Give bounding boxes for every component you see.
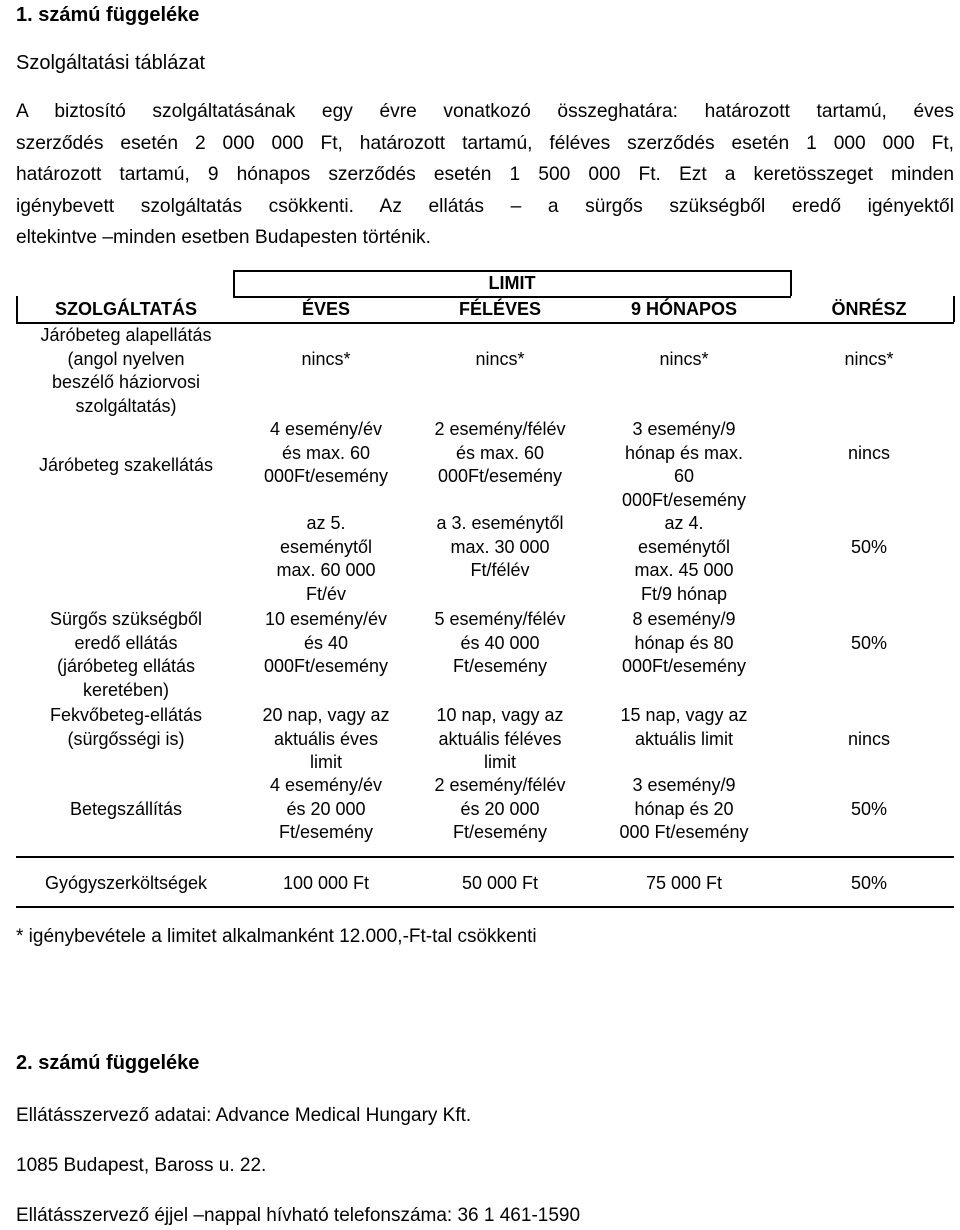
table-cell-eves (236, 348, 416, 372)
table-rule (16, 906, 954, 908)
column-header-semiannual: FÉLÉVES (458, 299, 542, 319)
column-header-annual: ÉVES (301, 299, 351, 319)
cell-line: 3 esemény/9 (632, 775, 736, 795)
table-cell-honap9 (584, 872, 784, 896)
table-cell-honap9 (584, 418, 784, 512)
table-cell-honap9 (584, 348, 784, 372)
cell-line: keretében) (82, 679, 170, 700)
cell-line: 50% (850, 873, 888, 893)
paragraph-line: eltekintve –minden esetben Budapesten történik. (16, 227, 431, 248)
cell-line: Fekvőbeteg-ellátás (49, 705, 203, 725)
cell-line: limit (484, 752, 516, 772)
table-cell-felev (416, 774, 584, 845)
cell-line: 2 esemény/félév (434, 419, 566, 439)
cell-line: (járóbeteg ellátás (56, 656, 196, 676)
cell-line: Járóbeteg alapellátás (40, 325, 212, 345)
cell-line: (angol nyelven (67, 348, 185, 369)
table-cell-service (16, 454, 236, 478)
cell-line: beszélő háziorvosi (51, 372, 201, 392)
cell-line: és 40 000 (460, 632, 540, 653)
cell-line: Ft/év (305, 583, 346, 604)
cell-line: és 20 000 (460, 798, 540, 819)
cell-line: 000 Ft/esemény (619, 822, 749, 842)
cell-line: Ft/esemény (452, 656, 548, 676)
cell-line: 8 esemény/9 (632, 609, 736, 629)
cell-line: nincs* (844, 349, 894, 369)
cell-line: 10 esemény/év (264, 609, 388, 629)
organizer-phone-line: Ellátásszervező éjjel –nappal hívható telefonszáma: 36 1 461-1590 (16, 1205, 581, 1226)
table-cell-onresz (784, 798, 954, 822)
cell-line: eseménytől (279, 536, 373, 557)
table-cell-eves (236, 774, 416, 845)
column-header-service: SZOLGÁLTATÁS (55, 299, 197, 319)
cell-line: és max. 60 (455, 442, 545, 463)
cell-line: nincs* (659, 349, 709, 369)
table-cell-onresz (784, 728, 954, 752)
cell-line: eseménytől (637, 536, 731, 557)
cell-line: az 4. (664, 513, 704, 533)
table-cell-felev (416, 872, 584, 896)
table-cell-eves (236, 512, 416, 606)
table-cell-felev (416, 512, 584, 583)
paragraph-line: A biztosító szolgáltatásának egy évre vonatkozó összeghatára: határozott tartamú, éves (16, 101, 954, 122)
cell-line: és 40 (303, 632, 349, 653)
cell-line: Gyógyszerköltségek (44, 873, 208, 893)
cell-line: Ft/félév (470, 560, 530, 580)
table-cell-eves (236, 704, 416, 775)
footnote: * igénybevétele a limitet alkalmanként 12.000,-Ft-tal csökkenti (16, 926, 537, 947)
cell-line: Járóbeteg szakellátás (38, 455, 214, 475)
cell-line: 3 esemény/9 (632, 419, 736, 439)
cell-line: 100 000 Ft (282, 873, 370, 893)
cell-line: a 3. eseménytől (436, 513, 564, 533)
cell-line: szolgáltatás) (75, 395, 177, 416)
cell-line: max. 45 000 (634, 560, 734, 580)
cell-line: nincs* (475, 349, 525, 369)
cell-line: Ft/esemény (278, 822, 374, 842)
table-cell-service (16, 704, 236, 751)
table-cell-service (16, 324, 236, 418)
table-cell-honap9 (584, 704, 784, 751)
table-cell-onresz (784, 632, 954, 656)
paragraph-line: igénybevett szolgáltatás csökkenti. Az ellátás – a sürgős szükségből eredő igényektől (16, 195, 954, 217)
cell-line: 000Ft/esemény (621, 656, 747, 676)
cell-line: és 20 000 (286, 798, 366, 819)
cell-line: 10 nap, vagy az (436, 705, 564, 725)
cell-line: (sürgősségi is) (67, 728, 185, 749)
cell-line: 50% (850, 799, 888, 819)
cell-line: max. 30 000 (450, 536, 550, 557)
cell-line: Sürgős szükségből (49, 609, 203, 629)
cell-line: 5 esemény/félév (434, 609, 566, 629)
cell-line: hónap és max. (624, 442, 744, 463)
column-header-deductible: ÖNRÉSZ (831, 299, 907, 319)
cell-line: limit (310, 752, 342, 772)
cell-line: 50% (850, 633, 888, 653)
cell-line: 50 000 Ft (461, 873, 539, 893)
paragraph-line: határozott tartamú, 9 hónapos szerződés esetén 1 500 000 Ft. Ezt a keretösszeget minden (16, 164, 954, 185)
cell-line: 000Ft/esemény (263, 466, 389, 486)
cell-line: 000Ft/esemény (263, 656, 389, 676)
column-header-9-months: 9 HÓNAPOS (630, 299, 738, 319)
table-cell-felev (416, 348, 584, 372)
table-cell-onresz (784, 442, 954, 466)
appendix-1-subtitle: Szolgáltatási táblázat (16, 52, 206, 74)
table-cell-felev (416, 704, 584, 775)
cell-line: nincs (847, 443, 891, 463)
cell-line: 15 nap, vagy az (620, 705, 748, 725)
cell-line: az 5. (306, 513, 346, 533)
table-cell-onresz (784, 872, 954, 896)
cell-line: nincs (847, 729, 891, 749)
cell-line: Betegszállítás (69, 799, 183, 819)
table-cell-eves (236, 872, 416, 896)
cell-line: 4 esemény/év (269, 775, 383, 795)
table-cell-felev (416, 608, 584, 679)
table-cell-onresz (784, 536, 954, 560)
cell-line: 20 nap, vagy az (262, 705, 390, 725)
cell-line: max. 60 000 (276, 560, 376, 580)
table-cell-honap9 (584, 774, 784, 845)
table-cell-eves (236, 418, 416, 489)
intro-paragraph (16, 96, 954, 254)
cell-line: hónap és 20 (634, 798, 734, 819)
cell-line: és max. 60 (281, 442, 371, 463)
cell-line: 4 esemény/év (269, 419, 383, 439)
organizer-address-line: 1085 Budapest, Baross u. 22. (16, 1155, 267, 1176)
cell-line: aktuális éves (273, 728, 379, 749)
organizer-info-line: Ellátásszervező adatai: Advance Medical Hungary Kft. (16, 1105, 472, 1126)
cell-line: 50% (850, 537, 888, 557)
table-cell-felev (416, 418, 584, 489)
table-cell-honap9 (584, 608, 784, 679)
cell-line: aktuális féléves (438, 728, 562, 749)
cell-line: Ft/esemény (452, 822, 548, 842)
cell-line: 000Ft/esemény (437, 466, 563, 486)
table-cell-service (16, 798, 236, 822)
cell-line: hónap és 80 (634, 632, 734, 653)
paragraph-line: szerződés esetén 2 000 000 Ft, határozott tartamú, féléves szerződés esetén 1 000 000 Ft, (16, 132, 954, 154)
table-cell-onresz (784, 348, 954, 372)
table-cell-service (16, 872, 236, 896)
cell-line: Ft/9 hónap (640, 583, 728, 604)
appendix-1-title: 1. számú függeléke (16, 4, 200, 26)
appendix-2-title: 2. számú függeléke (16, 1052, 200, 1074)
cell-line: eredő ellátás (74, 632, 178, 653)
limit-header: LIMIT (488, 273, 536, 293)
table-rule (16, 856, 954, 858)
table-cell-service (16, 608, 236, 702)
cell-line: aktuális limit (634, 728, 734, 749)
cell-line: 2 esemény/félév (434, 775, 566, 795)
table-cell-honap9 (584, 512, 784, 606)
cell-line: nincs* (301, 349, 351, 369)
cell-line: 60 (673, 466, 695, 486)
cell-line: 000Ft/esemény (621, 489, 747, 510)
cell-line: 75 000 Ft (645, 873, 723, 893)
table-cell-eves (236, 608, 416, 679)
